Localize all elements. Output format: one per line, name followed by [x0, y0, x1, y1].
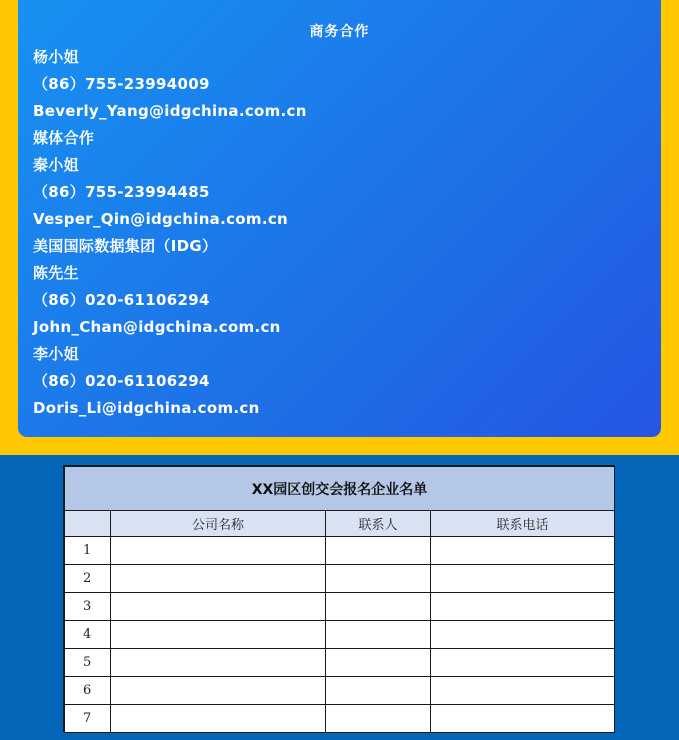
- column-header-phone: 联系电话: [431, 511, 615, 537]
- contact-email-chan[interactable]: John_Chan@idgchina.com.cn: [33, 318, 281, 336]
- row-number: 4: [65, 621, 111, 649]
- row-number: 5: [65, 649, 111, 677]
- phone-cell[interactable]: [431, 649, 615, 677]
- contact-section-idg: 美国国际数据集团（IDG）: [33, 237, 218, 255]
- contact-phone-chan: （86）020-61106294: [33, 291, 210, 309]
- company-cell[interactable]: [111, 649, 326, 677]
- row-number: 6: [65, 677, 111, 705]
- contact-name-yang: 杨小姐: [33, 48, 79, 66]
- column-header-index: [65, 511, 111, 537]
- contact-email-yang[interactable]: Beverly_Yang@idgchina.com.cn: [33, 102, 307, 120]
- contact-name-li: 李小姐: [33, 345, 79, 363]
- column-header-contact: 联系人: [326, 511, 431, 537]
- table-title-row: [65, 467, 615, 511]
- table-title: XX园区创交会报名企业名单: [65, 467, 615, 511]
- phone-cell[interactable]: [431, 565, 615, 593]
- phone-cell[interactable]: [431, 593, 615, 621]
- contact-cell[interactable]: [326, 621, 431, 649]
- table-row: [65, 705, 615, 733]
- table-header-row: [65, 511, 615, 537]
- phone-cell[interactable]: [431, 677, 615, 705]
- contact-cell[interactable]: [326, 537, 431, 565]
- company-cell[interactable]: [111, 621, 326, 649]
- phone-cell[interactable]: [431, 705, 615, 733]
- contact-card: [18, 0, 661, 437]
- company-cell[interactable]: [111, 565, 326, 593]
- contact-email-qin[interactable]: Vesper_Qin@idgchina.com.cn: [33, 210, 288, 228]
- table-row: [65, 565, 615, 593]
- contact-cell[interactable]: [326, 677, 431, 705]
- contact-cell[interactable]: [326, 705, 431, 733]
- company-cell[interactable]: [111, 677, 326, 705]
- table-row: [65, 621, 615, 649]
- contact-heading: 商务合作: [309, 24, 370, 40]
- company-cell[interactable]: [111, 705, 326, 733]
- registration-table: [64, 466, 615, 733]
- table-row: [65, 593, 615, 621]
- company-cell[interactable]: [111, 537, 326, 565]
- contact-name-chan: 陈先生: [33, 264, 79, 282]
- phone-cell[interactable]: [431, 537, 615, 565]
- table-row: [65, 677, 615, 705]
- contact-cell[interactable]: [326, 593, 431, 621]
- contact-phone-yang: （86）755-23994009: [33, 75, 210, 93]
- contact-email-li[interactable]: Doris_Li@idgchina.com.cn: [33, 399, 260, 417]
- table-row: [65, 537, 615, 565]
- row-number: 7: [65, 705, 111, 733]
- row-number: 2: [65, 565, 111, 593]
- company-cell[interactable]: [111, 593, 326, 621]
- contact-phone-qin: （86）755-23994485: [33, 183, 210, 201]
- contact-name-qin: 秦小姐: [33, 156, 79, 174]
- contact-cell[interactable]: [326, 565, 431, 593]
- contact-cell[interactable]: [326, 649, 431, 677]
- row-number: 3: [65, 593, 111, 621]
- registration-table-sheet: [63, 465, 615, 732]
- contact-phone-li: （86）020-61106294: [33, 372, 210, 390]
- phone-cell[interactable]: [431, 621, 615, 649]
- contact-section-media: 媒体合作: [33, 129, 95, 147]
- table-row: [65, 649, 615, 677]
- row-number: 1: [65, 537, 111, 565]
- contact-list: [33, 44, 307, 422]
- column-header-company: 公司名称: [111, 511, 326, 537]
